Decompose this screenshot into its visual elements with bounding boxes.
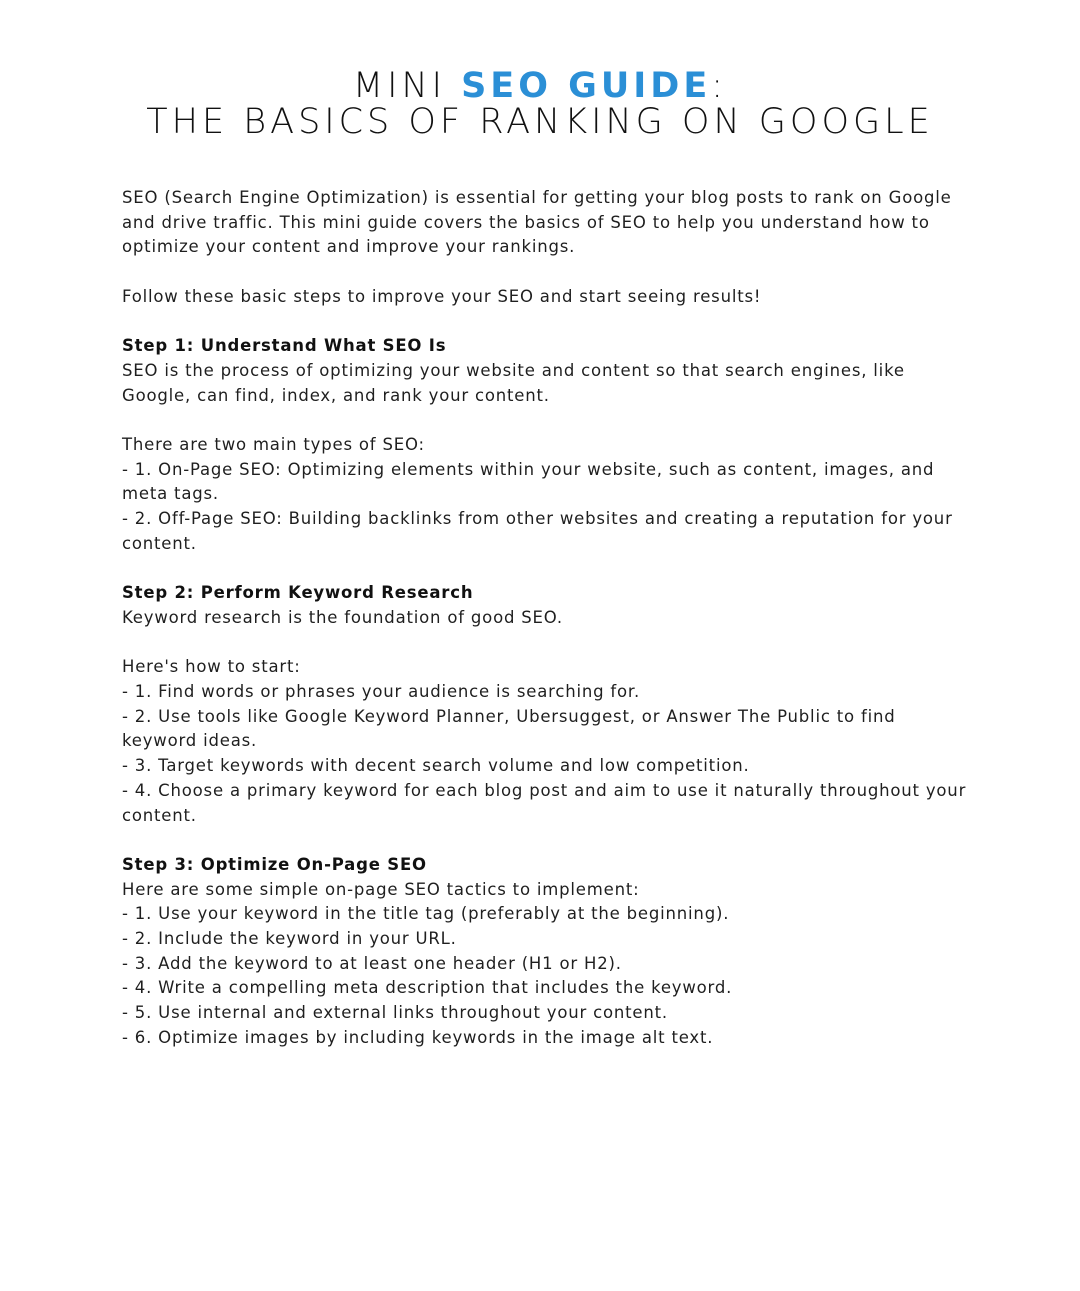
title-line-1 [0,68,1080,104]
intro-paragraph-2: Follow these basic steps to improve your SEO and start seeing results! [122,286,762,306]
spacer [122,828,972,853]
step-2-section [122,581,972,828]
list-item: - 1. On-Page SEO: Optimizing elements within your website, such as content, images, and meta tags. [122,459,935,504]
step-1-list [122,458,972,557]
list-item: - 3. Target keywords with decent search volume and low competition. [122,756,750,776]
list-item: - 2. Include the keyword in your URL. [122,929,457,948]
spacer [122,310,972,335]
list-item: - 2. Use tools like Google Keyword Planner, Ubersuggest, or Answer The Public to find keyword ideas. [122,706,896,751]
list-item: - 4. Write a compelling meta description that includes the keyword. [122,978,733,998]
step-3-list [122,902,972,1050]
guide-content [122,186,972,1051]
step-2-list-intro: Here's how to start: [122,657,301,677]
title-suffix: : [711,66,728,106]
step-1-section [122,334,972,556]
title-accent: SEO GUIDE [461,66,712,106]
step-2-list [122,680,972,828]
step-3-heading: Step 3: Optimize On-Page SEO [122,854,427,874]
title-line-2: THE BASICS OF RANKING ON GOOGLE [146,102,934,142]
spacer [122,260,972,285]
step-3-body: Here are some simple on-page SEO tactics to implement: [122,879,640,899]
spacer [122,557,972,582]
step-2-body: Keyword research is the foundation of good SEO. [122,607,563,627]
list-item: - 1. Find words or phrases your audience is searching for. [122,681,641,701]
list-item: - 2. Off-Page SEO: Building backlinks from other websites and creating a reputation for your content. [122,509,953,553]
intro-paragraph-1: SEO (Search Engine Optimization) is essential for getting your blog posts to rank on Google and drive traffic. This mini guide covers the basics of SEO to help you understand how to optimize your content and improve your rankings. [122,188,952,257]
step-2-heading: Step 2: Perform Keyword Research [122,583,474,603]
list-item: - 6. Optimize images by including keywords in the image alt text. [122,1027,714,1047]
step-3-section [122,853,972,1051]
step-1-heading: Step 1: Understand What SEO Is [122,336,447,356]
spacer [122,631,972,656]
title-prefix: MINI [352,66,462,106]
page-title [0,68,1080,140]
list-item: - 1. Use your keyword in the title tag (preferably at the beginning). [122,904,730,924]
list-item: - 5. Use internal and external links throughout your content. [122,1003,668,1023]
spacer [122,408,972,433]
step-1-list-intro: There are two main types of SEO: [122,434,425,454]
step-1-body: SEO is the process of optimizing your website and content so that search engines, like Google, can find, index, and rank your content. [122,360,905,405]
list-item: - 4. Choose a primary keyword for each blog post and aim to use it naturally throughout your content. [122,780,967,825]
list-item: - 3. Add the keyword to at least one header (H1 or H2). [122,953,622,973]
